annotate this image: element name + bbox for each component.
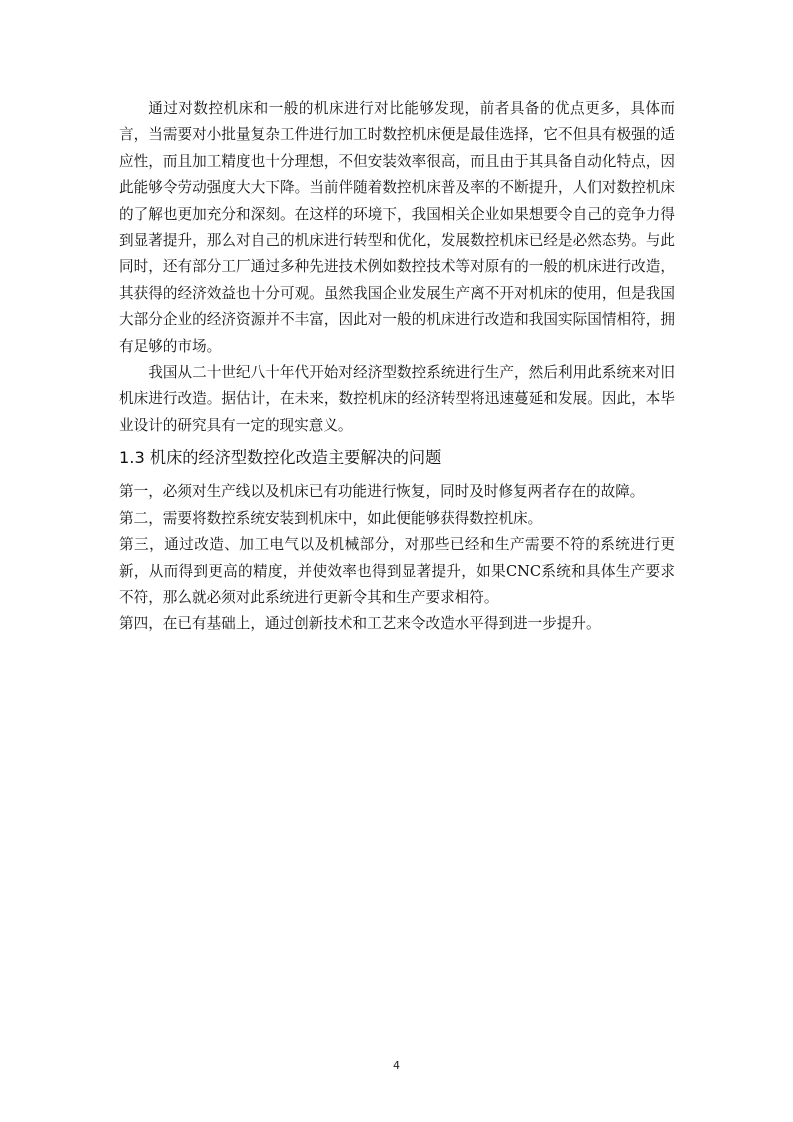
paragraph-advantages: 通过对数控机床和一般的机床进行对比能够发现，前者具备的优点更多，具体而言，当需要对小批量复杂工件进行加工时数控机床便是最佳选择，它不但具有极强的适应性，而且加工精度也十分理想，不但安装效率很高，而且由于其具备自动化特点，因此能够令劳动强度大大下降。当前伴随着数控机床普及率的不断提升，人们对数控机床的了解也更加充分和深刻。在这样的环境下，我国相关企业如果想要令自己的竞争力得到显著提升，那么对自己的机床进行转型和优化，发展数控机床已经是必然态势。与此同时，还有部分工厂通过多种先进技术例如数控技术等对原有的一般的机床进行改造，其获得的经济效益也十分可观。虽然我国企业发展生产离不开对机床的使用，但是我国大部分企业的经济资源并不丰富，因此对一般的机床进行改造和我国实际国情相符，拥有足够的市场。 — [119, 100, 675, 355]
problem-list — [119, 479, 675, 637]
page-number: 4 — [393, 1059, 400, 1072]
list-item: 第二，需要将数控系统安装到机床中，如此便能够获得数控机床。 — [119, 509, 543, 527]
list-item: 第四，在已有基础上，通过创新技术和工艺来令改造水平得到进一步提升。 — [119, 615, 601, 633]
page-content — [119, 96, 675, 638]
paragraph-history: 我国从二十世纪八十年代开始对经济型数控系统进行生产，然后利用此系统来对旧机床进行改造。据估计，在未来，数控机床的经济转型将迅速蔓延和发展。因此，本毕业设计的研究具有一定的现实意义。 — [119, 364, 675, 434]
list-item: 第一，必须对生产线以及机床已有功能进行恢复，同时及时修复两者存在的故障。 — [119, 483, 645, 501]
section-heading: 1.3 机床的经济型数控化改造主要解决的问题 — [119, 448, 442, 468]
list-item: 第三，通过改造、加工电气以及机械部分，对那些已经和生产需要不符的系统进行更新，从而得到更高的精度，并使效率也得到显著提升，如果CNC系统和具体生产要求不符，那么就必须对此系统进行更新令其和生产要求相符。 — [119, 536, 675, 606]
